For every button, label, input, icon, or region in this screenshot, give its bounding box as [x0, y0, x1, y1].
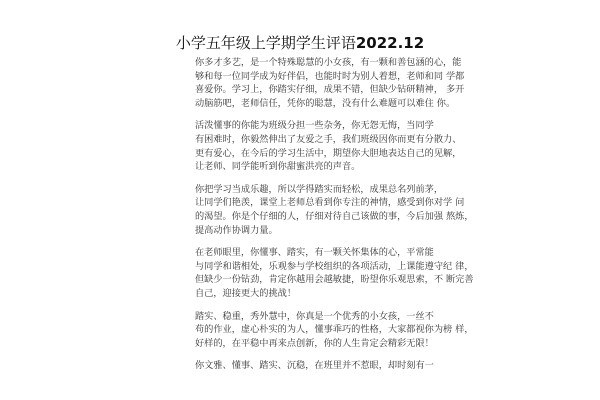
paragraph-spacer: [195, 237, 411, 246]
text-line: 有困难时，你毅然伸出了友爱之手，我们班级因你而更有分散力、: [195, 133, 462, 145]
text-line: 让同学们艳羡，课堂上老师总看到你专注的神情，感受到你对学 问: [195, 197, 465, 209]
paragraph-spacer: [195, 301, 411, 310]
text-line: 好样的，在平稳中再来点创新，你的人生肯定会精彩无限！: [195, 337, 434, 349]
text-line: 让老师、同学能听到你甜蜜洪亮的声音。: [195, 161, 361, 173]
text-line: 你多才多艺，是一个特殊聪慧的小女孩，有一颗和善包涵的心，能: [195, 57, 462, 68]
paragraph: [195, 246, 474, 300]
text-line: 动脑筋吧，老师信任，凭你的聪慧，没有什么难题可以难住 你。: [195, 97, 456, 109]
paragraph-spacer: [195, 350, 411, 359]
text-line: 与同学和谐相处，乐观参与学校组织的各项活动，上课能遵守纪 律，: [195, 260, 474, 272]
text-line: 你文雅、懂事、踏实、沉稳，在班里并不惹眼，却时刻有一: [195, 360, 434, 372]
title-year: 2022.12: [355, 34, 425, 52]
paragraph: [195, 119, 462, 173]
text-line: 你把学习当成乐趣，所以学得踏实而轻松，成果总名列前茅，: [195, 183, 444, 195]
document-body: [195, 56, 474, 373]
text-line: 够和每一位同学成为好伴侣，也能时时为别人着想，老师和同 学都: [195, 70, 465, 82]
paragraph: [195, 183, 474, 237]
text-line: 更有爱心，在今后的学习生活中，期望你大胆地表达自己的见解，: [195, 147, 462, 159]
text-line: 喜爱你。学习上，你踏实仔细，成果不错，但缺少钻研精神， 多开: [195, 84, 465, 96]
title-text: 小学五年级上学期学生评语: [175, 34, 356, 52]
text-line: 提高动作协调力量。: [195, 224, 278, 236]
text-line: 在老师眼里，你懂事、踏实，有一颗关怀集体的心，平常能: [195, 247, 434, 259]
text-line: 但缺少一份钻劲，肯定你越用会越敏捷，盼望你乐观思索，不 断完善: [195, 274, 474, 286]
text-line: 自己，迎接更大的挑战！: [195, 287, 297, 299]
paragraph-spacer: [195, 110, 411, 119]
paragraph: [195, 359, 434, 373]
page-title: [0, 32, 600, 53]
text-line: 的渴望。你是个仔细的人，仔细对待自己该做的事，今后加强 熬炼，: [195, 210, 474, 222]
text-line: 苟的作业，虚心朴实的为人，懂事乖巧的性格，大家都视你为榜 样，: [195, 324, 474, 336]
paragraph-spacer: [195, 174, 411, 183]
text-line: 踏实、稳重，秀外慧中，你真是一个优秀的小女孩，一丝不: [195, 310, 434, 322]
paragraph: [195, 310, 474, 351]
paragraph: [195, 56, 465, 110]
text-line: 活泼懂事的你能为班级分担一些杂务，你无怨无悔，当同学: [195, 120, 434, 132]
